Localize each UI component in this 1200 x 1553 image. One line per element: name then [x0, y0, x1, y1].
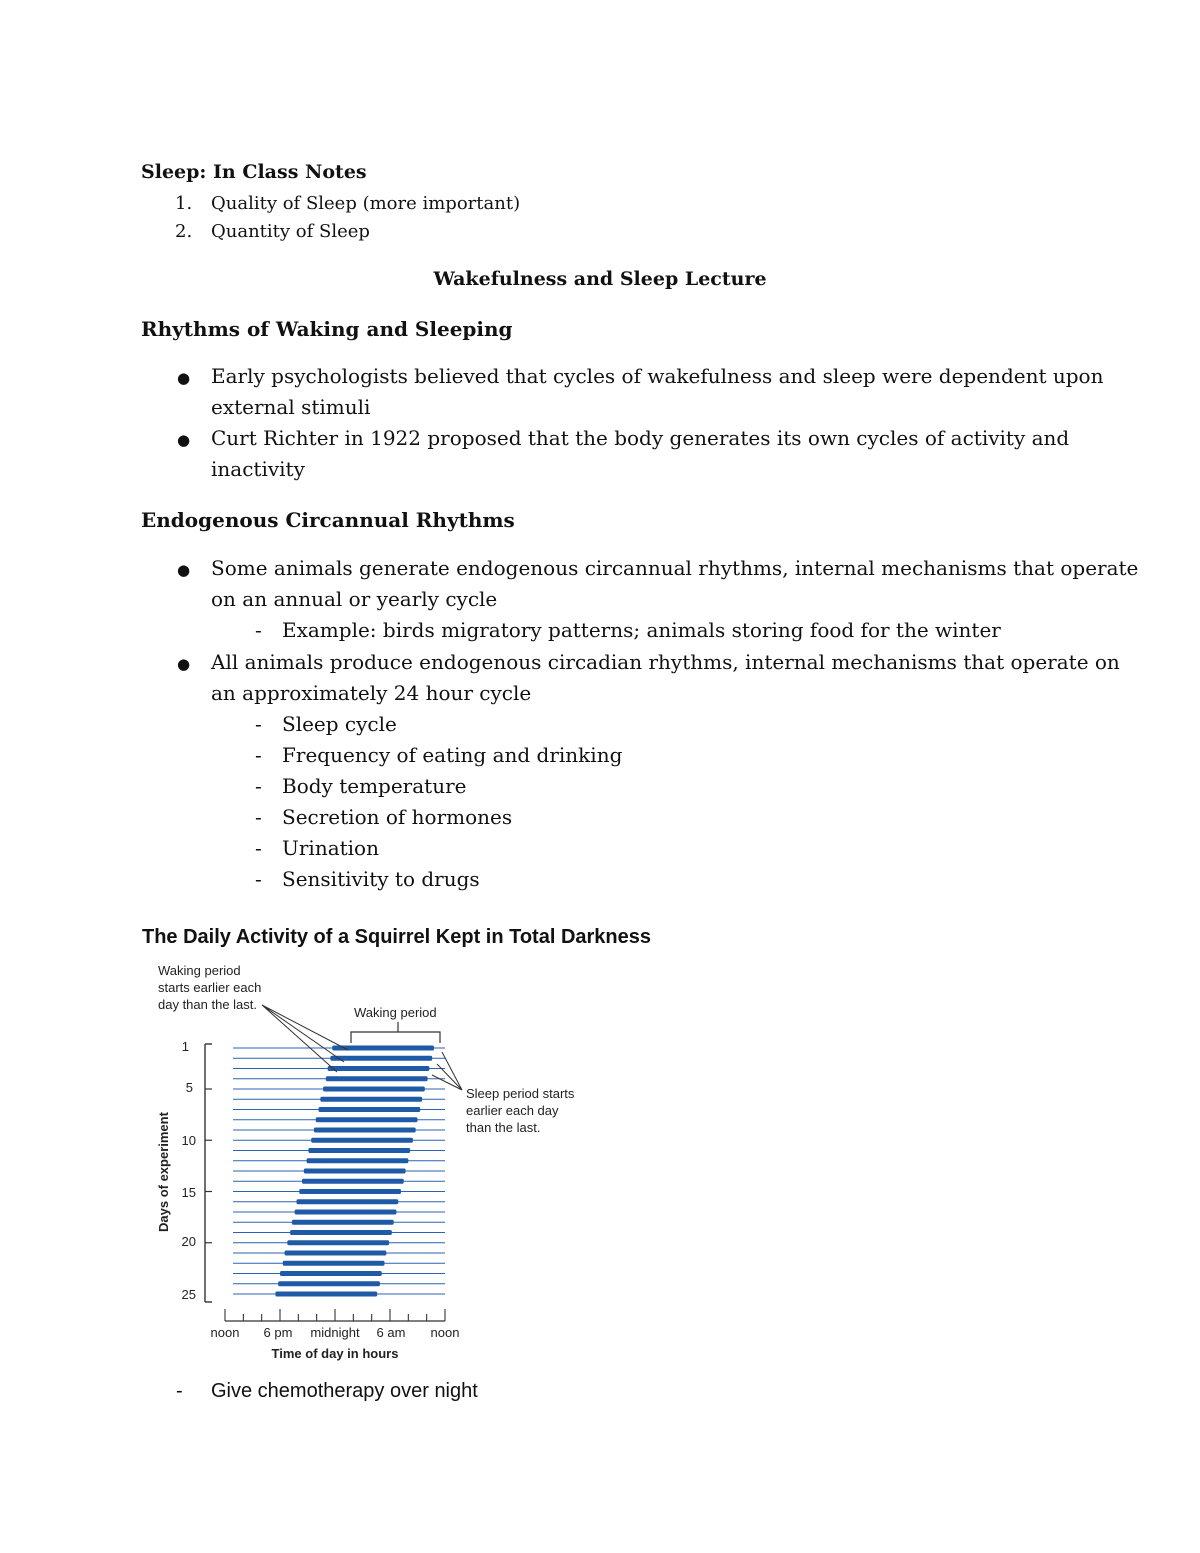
sub-item: Urination [282, 836, 379, 860]
annotation-waking-period: Waking period [354, 1005, 437, 1020]
y-axis-label: Days of experiment [156, 1112, 171, 1232]
annotation-top-leader [262, 1005, 348, 1072]
dash-icon: - [176, 1380, 183, 1402]
y-tick-label: 10 [181, 1133, 196, 1148]
x-tick-label: noon [210, 1325, 240, 1340]
wake-bar [319, 1107, 421, 1112]
figure-title: The Daily Activity of a Squirrel Kept in Total Darkness [142, 926, 652, 948]
wake-bar [326, 1076, 428, 1081]
bullet-text: on an annual or yearly cycle [211, 587, 498, 611]
bullet-icon: ● [177, 561, 191, 579]
wake-bar [285, 1251, 387, 1256]
wake-bar [280, 1271, 382, 1276]
annotation-top-line: Waking period [158, 963, 241, 978]
wake-bar [297, 1199, 399, 1204]
list-item-number: 2. [175, 221, 193, 242]
wake-bar [328, 1066, 430, 1071]
dash-icon: - [255, 805, 262, 829]
bullet-icon: ● [177, 431, 191, 449]
wake-bar [299, 1189, 401, 1194]
wake-bar [316, 1117, 418, 1122]
annotation-top-line: day than the last. [158, 997, 258, 1012]
x-tick-label: 6 pm [263, 1325, 293, 1340]
list-item-number: 1. [175, 193, 193, 214]
annotation-sleep-leader [432, 1052, 462, 1090]
sub-item: Secretion of hormones [282, 805, 513, 829]
wake-bar [292, 1220, 394, 1225]
wake-bar [275, 1292, 377, 1297]
wake-bar [320, 1097, 422, 1102]
wake-bar [295, 1210, 397, 1215]
x-tick-label: midnight [310, 1325, 360, 1340]
bullet-text: inactivity [211, 457, 305, 481]
wake-bar [283, 1261, 385, 1266]
y-tick-label: 20 [181, 1234, 196, 1249]
dash-icon: - [255, 836, 262, 860]
annotation-top-line: starts earlier each [158, 980, 262, 995]
wake-bar [311, 1138, 413, 1143]
list-item: Quantity of Sleep [211, 221, 370, 242]
sub-item: Body temperature [282, 774, 467, 798]
lecture-title: Wakefulness and Sleep Lecture [433, 268, 767, 290]
dash-icon: - [255, 774, 262, 798]
list-item: Quality of Sleep (more important) [211, 193, 521, 214]
note-text: Give chemotherapy over night [211, 1380, 478, 1402]
bullet-icon: ● [177, 369, 191, 387]
example-text: Example: birds migratory patterns; animals storing food for the winter [282, 618, 1001, 642]
sub-item: Sensitivity to drugs [282, 867, 480, 891]
dash-icon: - [255, 867, 262, 891]
y-tick-label: 15 [181, 1185, 196, 1200]
section-heading-rhythms: Rhythms of Waking and Sleeping [141, 317, 513, 341]
notes-title: Sleep: In Class Notes [141, 161, 367, 183]
dash-icon: - [255, 618, 262, 642]
y-tick-label: 25 [181, 1287, 196, 1302]
wake-bar [287, 1240, 389, 1245]
wake-bar [314, 1128, 416, 1133]
sub-item: Sleep cycle [282, 712, 397, 736]
chart-marks [205, 1044, 445, 1321]
waking-period-bracket [351, 1022, 440, 1043]
x-tick-label: noon [430, 1325, 460, 1340]
wake-bar [308, 1148, 410, 1153]
dash-icon: - [255, 743, 262, 767]
bullet-text: an approximately 24 hour cycle [211, 681, 532, 705]
x-tick-label: 6 am [376, 1325, 406, 1340]
bullet-text: Some animals generate endogenous circannual rhythms, internal mechanisms that operate [211, 556, 1139, 580]
wake-bar [304, 1169, 406, 1174]
y-tick-label: 1 [181, 1039, 189, 1054]
dash-icon: - [255, 712, 262, 736]
sub-item: Frequency of eating and drinking [282, 743, 623, 767]
section-heading-circannual: Endogenous Circannual Rhythms [141, 508, 515, 532]
wake-bar [290, 1230, 392, 1235]
wake-bar [302, 1179, 404, 1184]
wake-bar [323, 1087, 425, 1092]
y-tick-label: 5 [185, 1080, 193, 1095]
bullet-text: external stimuli [211, 395, 371, 419]
bullet-icon: ● [177, 655, 191, 673]
x-axis-label: Time of day in hours [271, 1346, 399, 1361]
bullet-text: All animals produce endogenous circadian rhythms, internal mechanisms that operate on [211, 650, 1120, 674]
annotation-sleep-line: earlier each day [466, 1103, 559, 1118]
wake-bar [307, 1158, 409, 1163]
annotation-sleep-line: than the last. [466, 1120, 541, 1135]
wake-bar [278, 1281, 380, 1286]
annotation-sleep-line: Sleep period starts [466, 1086, 575, 1101]
bullet-text: Early psychologists believed that cycles of wakefulness and sleep were dependent upon [211, 364, 1104, 388]
wake-bar [330, 1056, 432, 1061]
bullet-text: Curt Richter in 1922 proposed that the body generates its own cycles of activity and [211, 426, 1070, 450]
